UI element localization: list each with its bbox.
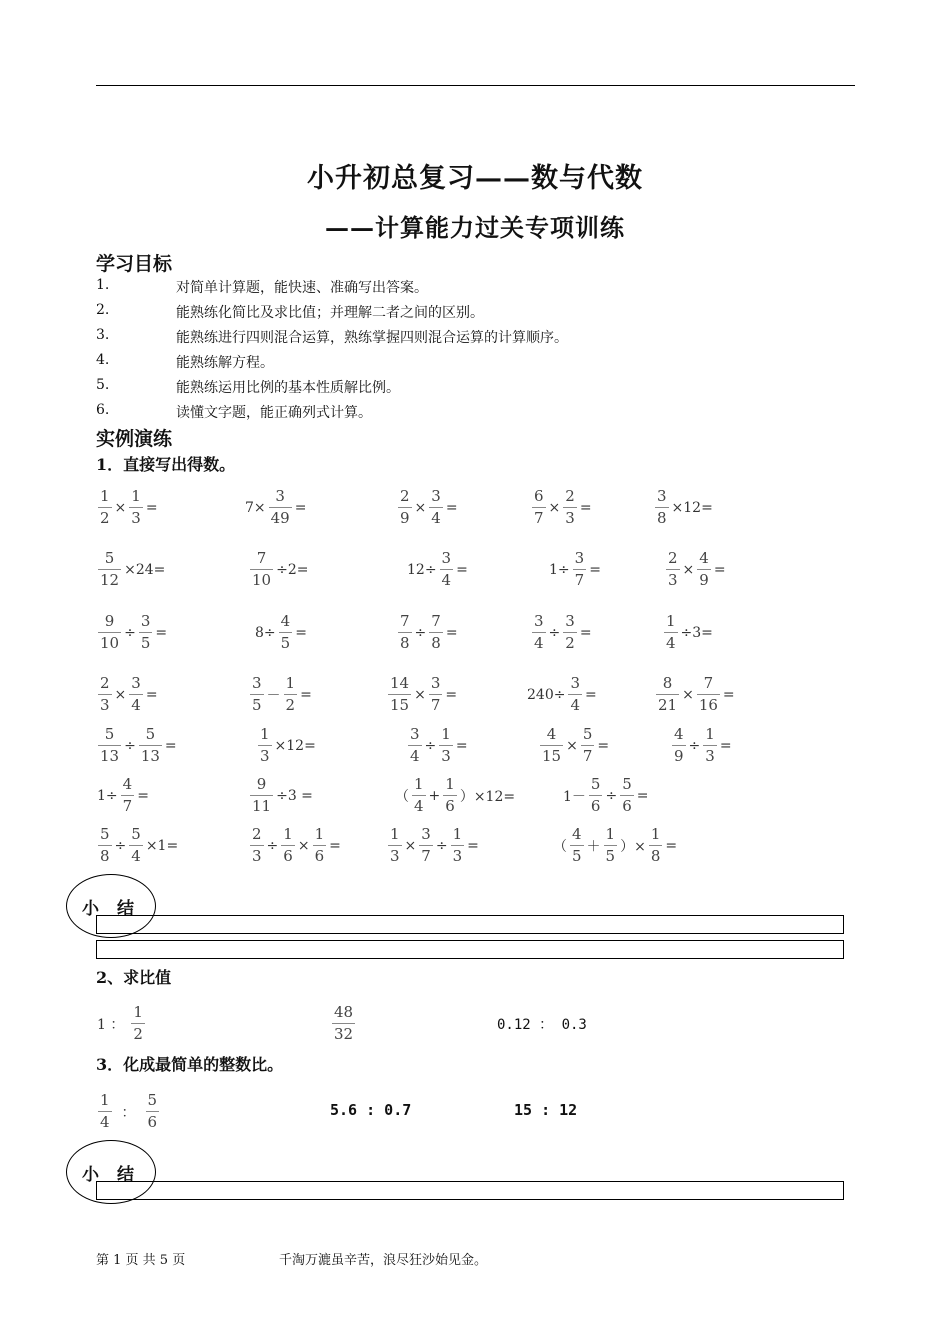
fraction: $\frac{2}{3}$ [252,825,262,865]
exercise-expression [394,777,516,814]
objective-text: 能熟练进行四则混合运算，熟练掌握四则混合运算的计算顺序。 [176,330,568,346]
fraction: $\frac{9}{11}$ [252,775,272,815]
operator: ）×12= [459,788,516,805]
fraction: $\frac{5}{6}$ [590,775,601,815]
fraction: $\frac{4}{7}$ [122,775,133,815]
operator: 12÷ [407,561,437,578]
exercise-expression [248,551,309,588]
ratio-item [330,1005,357,1042]
fraction: $\frac{7}{8}$ [400,612,410,652]
operator: ÷ [114,837,127,854]
exercise-expression [96,777,150,814]
fraction: $\frac{7}{10}$ [252,549,272,589]
summary-label: 小 结 [82,1165,140,1185]
operator: ÷3= [680,624,713,641]
exercise-expression [386,676,458,713]
fraction: $\frac{4}{9}$ [699,549,709,589]
operator: = [722,686,735,703]
fraction: $\frac{3}{4}$ [131,674,141,714]
fraction: $\frac{2}{3}$ [100,674,110,714]
simplify-item: $\frac{1}{4}$ ： $\frac{5}{6}$ [100,1091,158,1131]
operator: （ [395,788,409,805]
exercise-expression [548,551,602,588]
operator: × [682,561,695,578]
exercise-expression [653,489,714,526]
question-2-heading: 2、求比值 [96,968,172,987]
fraction: $\frac{5}{6}$ [622,775,632,815]
fraction: $\frac{1}{4}$ [414,775,424,815]
fraction: $\frac{3}{7}$ [421,825,431,865]
simplify-item: 5.6 : 0.7 [330,1101,412,1119]
operator: ÷ [414,624,427,641]
ratio-item: 0.12 ： 0.3 [497,1017,587,1033]
fraction: $\frac{1}{5}$ [605,825,616,865]
operator: 240÷ [527,686,566,703]
operator: = [445,499,458,516]
operator: ×12= [274,737,316,754]
ratio-prefix: 1 ： [97,1016,125,1033]
fraction: $\frac{3}{7}$ [574,549,585,589]
operator: － [266,687,281,704]
operator: = [636,787,649,804]
operator: × [114,499,127,516]
operator: ＋ [586,838,601,855]
summary-line [96,940,844,959]
exercise-expression [562,777,649,814]
fraction: $\frac{3}{49}$ [270,487,290,527]
operator: ÷ [266,837,279,854]
operator: ÷ [424,737,437,754]
summary-line [96,1181,844,1200]
operator: 1－ [563,788,586,805]
fraction: $\frac{3}{2}$ [565,612,575,652]
fraction: $\frac{1}{2}$ [133,1003,143,1043]
operator: 1÷ [549,561,570,578]
exercise-expression [386,827,480,864]
operator: = [155,624,168,641]
fraction: $\frac{9}{10}$ [100,612,120,652]
exercise-expression [406,727,469,764]
exercise-expression [530,614,593,651]
operator: = [713,561,726,578]
fraction: $\frac{3}{5}$ [140,612,151,652]
fraction: $\frac{3}{4}$ [431,487,441,527]
operator: = [145,686,158,703]
operator: 7× [245,499,266,516]
objective-text: 对简单计算题，能快速、准确写出答案。 [176,280,428,296]
operator: = [719,737,732,754]
operator: + [428,787,441,804]
objective-text: 能熟练解方程。 [176,355,274,371]
question-1-heading: 1．直接写出得数。 [96,455,236,474]
objective-text: 读懂文字题，能正确列式计算。 [176,405,372,421]
operator: × [682,686,694,703]
exercise-expression [248,676,313,713]
fraction: $\frac{3}{4}$ [441,549,452,589]
operator: = [445,624,458,641]
exercise-expression [248,777,314,814]
fraction: $\frac{3}{5}$ [252,674,262,714]
operator: = [579,624,592,641]
operator: ÷3 = [276,787,313,804]
exercise-expression [530,489,593,526]
operator: ÷ [124,737,136,754]
exercise-expression [244,489,307,526]
objective-number: 2. [96,302,110,318]
fraction: $\frac{3}{4}$ [570,674,580,714]
fraction: $\frac{1}{8}$ [650,825,661,865]
operator: ÷ [605,787,618,804]
operator: = [294,499,307,516]
exercise-expression [254,614,308,651]
exercise-expression [396,614,459,651]
operator: ÷2= [276,561,309,578]
fraction: $\frac{5}{12}$ [100,549,120,589]
operator: × [114,686,127,703]
page-subtitle: ——计算能力过关专项训练 [325,213,625,242]
operator: = [295,624,307,641]
fraction: $\frac{7}{8}$ [431,612,441,652]
operator: × [566,737,578,754]
fraction: $\frac{1}{4}$ [100,1091,110,1131]
exercise-expression [654,676,736,713]
operator: （ [553,838,567,855]
fraction: $\frac{1}{6}$ [283,825,293,865]
operator: = [579,499,592,516]
exercise-expression [662,614,714,651]
exercise-expression [396,489,459,526]
page-number: 第 1 页 共 5 页 [96,1253,186,1268]
fraction: $\frac{5}{13}$ [140,725,160,765]
page-title: 小升初总复习——数与代数 [307,163,643,194]
operator: = [665,837,678,854]
fraction: $\frac{1}{3}$ [131,487,141,527]
summary-line [96,915,844,934]
operator: = [456,561,468,578]
fraction: $\frac{1}{6}$ [314,825,325,865]
operator: 1÷ [97,787,118,804]
objective-number: 3. [96,327,110,343]
practice-heading: 实例演练 [96,428,173,450]
operator: = [585,686,597,703]
operator: = [164,737,177,754]
operator: = [589,561,601,578]
fraction: $\frac{5}{8}$ [100,825,110,865]
operator: = [467,837,479,854]
fraction: $\frac{3}{7}$ [430,674,441,714]
exercise-expression [552,827,678,864]
question-3-heading: 3．化成最简单的整数比。 [96,1055,284,1074]
operator: × [548,499,561,516]
exercise-expression [256,727,317,764]
operator: = [597,737,610,754]
operator: × [297,837,310,854]
exercise-expression [96,727,178,764]
exercise-expression [96,614,168,651]
fraction: $\frac{14}{15}$ [390,674,410,714]
operator: ×24= [124,561,166,578]
fraction: $\frac{5}{4}$ [131,825,141,865]
operator: ÷ [688,737,701,754]
objectives-heading: 学习目标 [96,253,173,275]
exercise-expression [538,727,610,764]
fraction: $\frac{8}{21}$ [658,674,678,714]
fraction: $\frac{4}{15}$ [542,725,562,765]
operator: = [455,737,468,754]
operator: 8÷ [255,624,276,641]
operator: ÷ [548,624,561,641]
operator: = [445,686,458,703]
fraction: $\frac{2}{3}$ [668,549,678,589]
fraction: $\frac{1}{3}$ [705,725,715,765]
summary-label: 小 结 [82,899,140,919]
fraction: $\frac{1}{2}$ [285,674,296,714]
fraction: $\frac{1}{2}$ [100,487,110,527]
fraction: $\frac{1}{3}$ [441,725,451,765]
operator: ÷ [435,837,448,854]
objective-number: 4. [96,352,110,368]
fraction: $\frac{5}{13}$ [100,725,120,765]
operator: ）× [620,838,646,855]
exercise-expression [96,827,179,864]
exercise-expression [406,551,469,588]
objective-text: 能熟练运用比例的基本性质解比例。 [176,380,400,396]
operator: = [137,787,149,804]
simplify-item: 15 : 12 [514,1101,578,1119]
objective-text: 能熟练化简比及求比值；并理解二者之间的区别。 [176,305,484,321]
header-rule [96,85,855,86]
fraction: $\frac{6}{7}$ [534,487,544,527]
fraction: $\frac{4}{9}$ [674,725,684,765]
objective-number: 1. [96,277,110,293]
fraction: $\frac{5}{7}$ [582,725,593,765]
fraction: $\frac{4}{5}$ [280,612,291,652]
exercise-expression [670,727,733,764]
fraction: $\frac{5}{6}$ [147,1091,158,1131]
fraction: $\frac{3}{4}$ [410,725,420,765]
exercise-expression [96,489,159,526]
fraction: $\frac{1}{4}$ [666,612,676,652]
footer-motto: 千淘万漉虽辛苦，浪尽狂沙始见金。 [279,1253,488,1268]
fraction: $\frac{1}{3}$ [452,825,463,865]
operator: × [404,837,417,854]
operator: ×1= [145,837,179,854]
fraction: $\frac{2}{9}$ [400,487,410,527]
fraction: $\frac{1}{3}$ [260,725,270,765]
exercise-expression [248,827,342,864]
exercise-expression [526,676,598,713]
operator: = [145,499,158,516]
fraction: $\frac{4}{5}$ [572,825,582,865]
operator: × [414,499,427,516]
operator: ×12= [671,499,713,516]
ratio-item [96,1005,147,1042]
objective-number: 6. [96,402,110,418]
operator: × [414,686,426,703]
operator: = [329,837,341,854]
operator: = [300,686,312,703]
fraction: $\frac{3}{4}$ [534,612,544,652]
exercise-expression [664,551,727,588]
fraction: $\frac{48}{32}$ [334,1003,354,1043]
objective-number: 5. [96,377,110,393]
operator: ÷ [124,624,136,641]
fraction: $\frac{3}{8}$ [657,487,667,527]
exercise-expression [96,551,166,588]
fraction: $\frac{1}{3}$ [390,825,400,865]
fraction: $\frac{2}{3}$ [565,487,575,527]
fraction: $\frac{1}{6}$ [445,775,455,815]
exercise-expression [96,676,159,713]
fraction: $\frac{7}{16}$ [698,674,718,714]
